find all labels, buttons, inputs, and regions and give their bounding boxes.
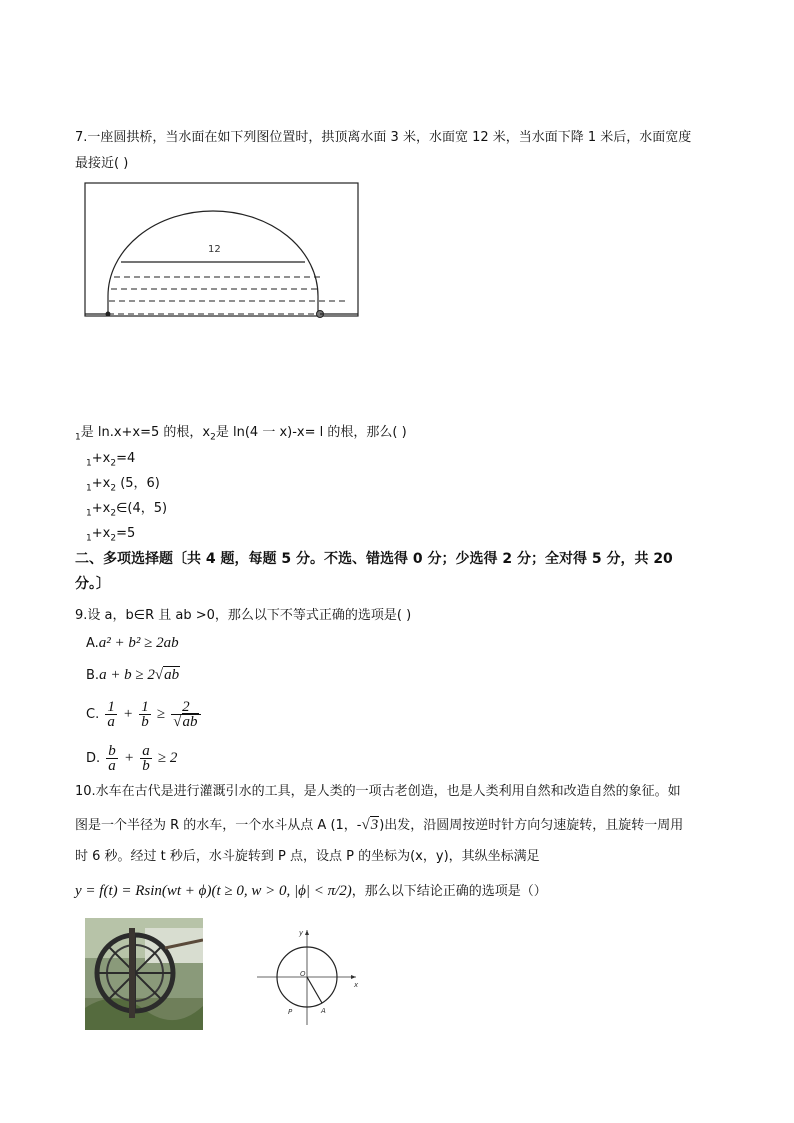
q8-stem-part-b: 是 ln(4 一 x)-x= l 的根，那么( ) [215,425,407,440]
radius-to-a [307,977,322,1003]
label-p: P [288,1008,293,1016]
q8-option-4[interactable]: $_1+x_2=5$ [86,526,136,544]
q9-option-b[interactable]: B.a + b ≥ 2√ab [86,667,180,683]
q9-option-b-radicand: ab [164,667,180,683]
q9-d-frac-1: $\frac{b}{a}$ [108,743,116,774]
q7-stem-line1: 7.一座圆拱桥，当水面在如下列图位置时，拱顶离水面 3 米，水面宽 12 米，当水面下降 1 米后，水面宽度 [75,130,692,145]
q10-stem-line3: 时 6 秒。经过 t 秒后，水斗旋转到 P 点，设点 P 的坐标为(x，y)，其纵坐标满足 [75,849,540,864]
q8-stem-sub1: 1 [75,432,81,443]
q10-stem-line1: 10.水车在古代是进行灌溉引水的工具，是人类的一项古老创造，也是人类利用自然和改造自然的象征。如 [75,784,681,799]
arch-figure-frame [85,183,358,316]
q7-stem-line2: 最接近( ) [75,156,129,171]
q10-formula-line [75,880,547,903]
arch-bridge-figure [80,178,370,323]
q8-option-1[interactable]: $_1+x_2=4$ [86,451,136,469]
q10-formula-tail: ，那么以下结论正确的选项是（） [351,884,547,899]
section2-heading-line2: 分。〕 [75,576,110,592]
q8-stem [75,422,407,449]
q9-c-frac-2: $\frac{1}{b}$ [141,699,149,730]
section2-heading-line1: 二、多项选择题〔共 4 题，每题 5 分。不选、错选得 0 分；少选得 2 分；全对得 5 分，共 20 [75,551,673,567]
label-o: O [300,970,306,978]
q9-option-a[interactable]: A.a² + b² ≥ 2ab [86,635,179,651]
unit-circle-figure [252,925,364,1033]
q9-option-a-formula: a² + b² ≥ 2ab [98,635,179,651]
q8-option-3[interactable]: $_1+x_2\in(4$，5) [86,501,168,519]
label-y: y [299,929,304,937]
q8-option-2[interactable]: $_1+x_2$ (5，6) [86,476,160,494]
waterwheel-photo [85,918,203,1030]
q10-stem-line2: 图是一个半径为 R 的水车，一个水斗从点 A (1，-√3)出发，沿圆周按逆时针方向匀速旋转，且旋转一周用 [75,817,684,833]
q9-option-d[interactable]: D. $\frac{b}{a}$ + $\frac{a}{b}$ ≥ 2 [86,743,178,774]
label-a: A [321,1007,326,1015]
q8-stem-sub2: 2 [210,432,216,443]
q9-option-c[interactable]: C. $\frac{1}{a}$ + $\frac{1}{b}$ ≥ $\frac{2}{√ab}$ [86,694,203,734]
width-label-12: 12 [208,244,221,255]
q9-d-frac-2: $\frac{a}{b}$ [142,743,150,774]
q9-c-frac-1: $\frac{1}{a}$ [107,699,115,730]
q8-stem-part-a: 是 ln.x+x=5 的根，x [80,425,211,440]
q10-formula: y = f(t) = Rsin(wt + ϕ)(t ≥ 0, w > 0, |ϕ| < π/2) [75,883,352,899]
q9-stem: 9.设 a，b∈R 且 ab >0，那么以下不等式正确的选项是( ) [75,608,412,623]
q9-c-frac-3: $\frac{2}{√ab}$ [171,700,200,729]
label-x: x [354,981,359,989]
